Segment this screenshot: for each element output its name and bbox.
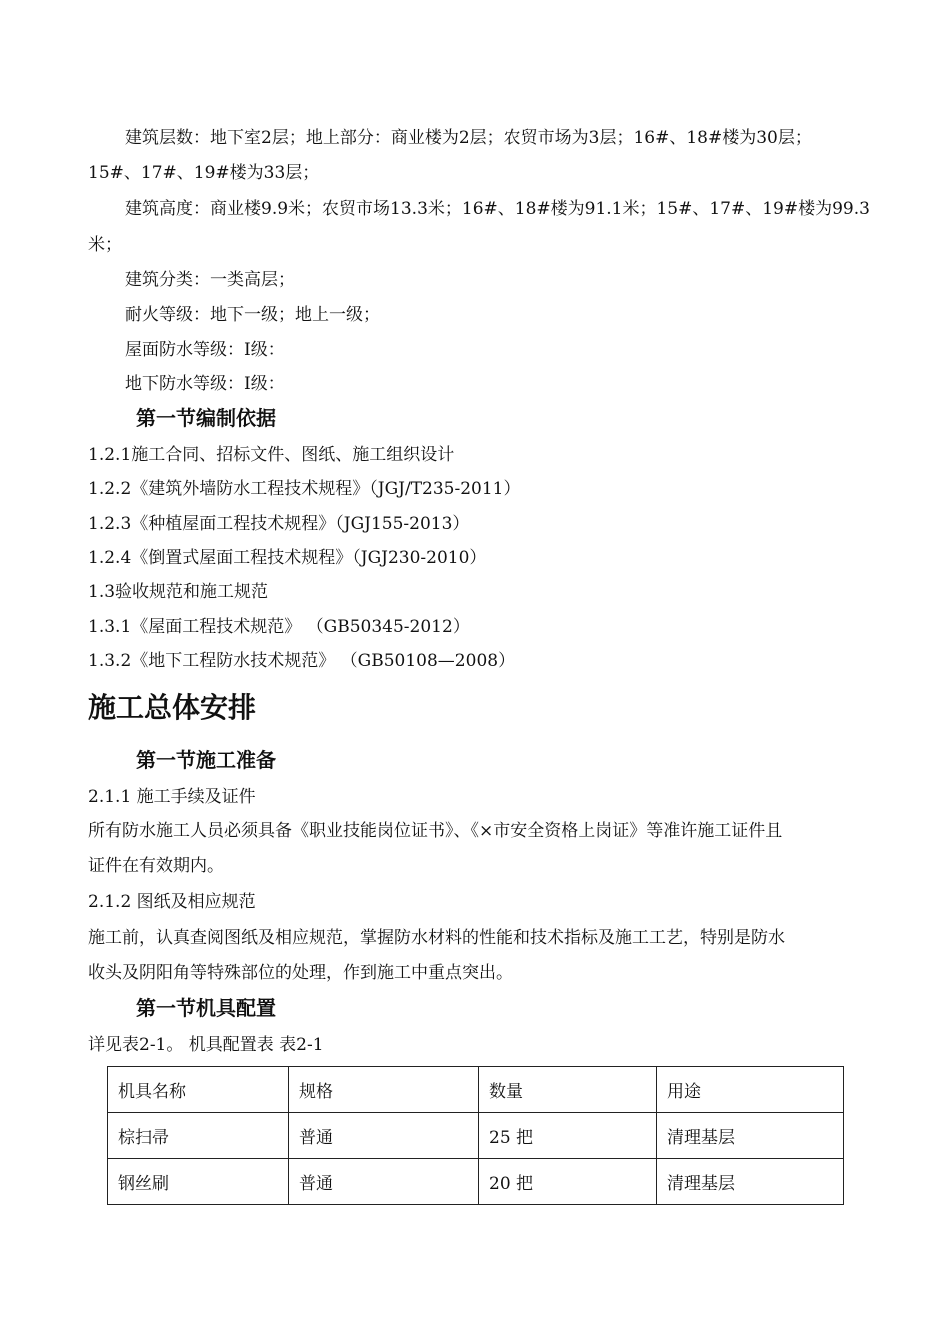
table-cell: 普通 <box>289 1113 479 1159</box>
table-cell: 清理基层 <box>657 1113 844 1159</box>
table-header-row <box>108 1067 844 1113</box>
section-heading-equipment: 第一节机具配置 <box>136 996 276 1020</box>
building-category: 建筑分类：一类高层； <box>125 270 295 290</box>
table-cell: 普通 <box>289 1159 479 1205</box>
table-cell: 清理基层 <box>657 1159 844 1205</box>
basis-item: 1.2.3《种植屋面工程技术规程》（JGJ155-2013） <box>88 514 470 534</box>
header-cell-quantity: 数量 <box>479 1067 657 1113</box>
table-cell: 棕扫帚 <box>108 1113 289 1159</box>
fire-rating: 耐火等级：地下一级；地上一级； <box>125 305 380 325</box>
basis-item: 1.3.2《地下工程防水技术规范》 （GB50108—2008） <box>88 651 516 671</box>
prep-text-1b: 证件在有效期内。 <box>88 856 224 876</box>
roof-waterproof-grade: 屋面防水等级：Ⅰ级： <box>125 340 285 360</box>
prep-subheading-2: 2.1.2 图纸及相应规范 <box>88 892 256 912</box>
prep-subheading-1: 2.1.1 施工手续及证件 <box>88 787 256 807</box>
table-cell: 钢丝刷 <box>108 1159 289 1205</box>
equipment-table <box>107 1066 844 1205</box>
prep-text-1a: 所有防水施工人员必须具备《职业技能岗位证书》、《×市安全资格上岗证》等准许施工证件且 <box>88 821 783 841</box>
table-row <box>108 1159 844 1205</box>
basis-item: 1.2.2《建筑外墙防水工程技术规程》（JGJ/T235-2011） <box>88 479 521 499</box>
section-heading-basis: 第一节编制依据 <box>136 406 276 430</box>
height-line-1: 建筑高度：商业楼9.9米；农贸市场13.3米；16#、18#楼为91.1米；15#、17#、19#楼为99.3 <box>125 199 870 219</box>
floors-line-2: 15#、17#、19#楼为33层； <box>88 163 320 183</box>
header-cell-name: 机具名称 <box>108 1067 289 1113</box>
basis-item: 1.2.4《倒置式屋面工程技术规程》（JGJ230-2010） <box>88 548 487 568</box>
chapter-title: 施工总体安排 <box>88 691 257 724</box>
table-row <box>108 1113 844 1159</box>
prep-text-2a: 施工前，认真查阅图纸及相应规范，掌握防水材料的性能和技术指标及施工工艺，特别是防水 <box>88 928 785 948</box>
table-cell: 20 把 <box>479 1159 657 1205</box>
prep-text-2b: 收头及阴阳角等特殊部位的处理，作到施工中重点突出。 <box>88 963 513 983</box>
basis-item: 1.3.1《屋面工程技术规范》 （GB50345-2012） <box>88 617 470 637</box>
table-cell: 25 把 <box>479 1113 657 1159</box>
section-heading-prep: 第一节施工准备 <box>136 748 276 772</box>
header-cell-spec: 规格 <box>289 1067 479 1113</box>
height-line-2: 米； <box>88 235 122 255</box>
table-caption: 详见表2-1。 机具配置表 表2-1 <box>88 1035 324 1055</box>
underground-waterproof-grade: 地下防水等级：Ⅰ级： <box>125 374 285 394</box>
basis-item: 1.3验收规范和施工规范 <box>88 582 269 602</box>
header-cell-use: 用途 <box>657 1067 844 1113</box>
basis-item: 1.2.1施工合同、招标文件、图纸、施工组织设计 <box>88 445 455 465</box>
floors-line-1: 建筑层数：地下室2层；地上部分：商业楼为2层；农贸市场为3层；16#、18#楼为30层； <box>125 128 812 148</box>
